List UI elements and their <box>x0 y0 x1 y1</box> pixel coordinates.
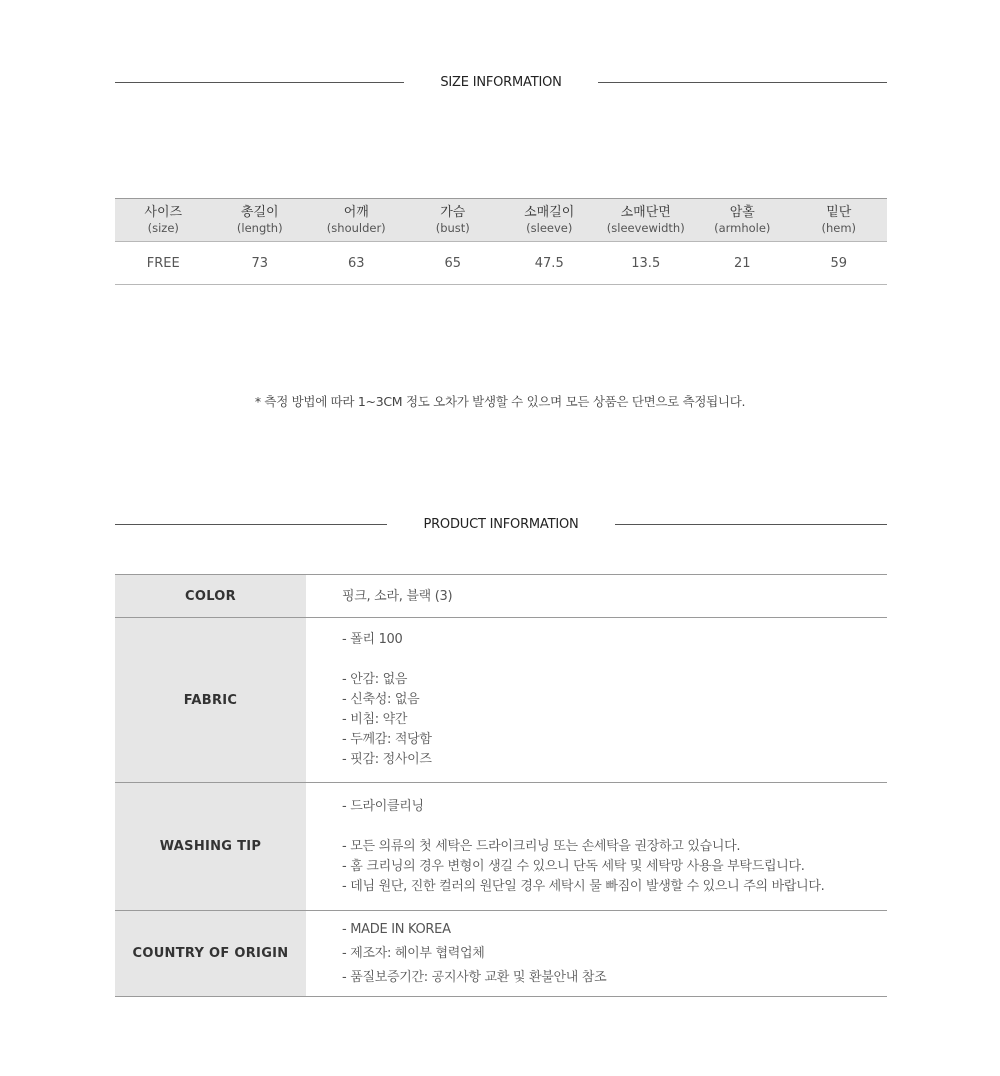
list-item: - 신축성: 없음 <box>342 692 420 707</box>
column-header-size <box>115 199 212 242</box>
column-label-ko: 암홀 <box>729 204 755 220</box>
armhole-value: 21 <box>694 242 791 285</box>
column-header-bust <box>405 199 502 242</box>
country-of-origin-label: COUNTRY OF ORIGIN <box>115 911 306 997</box>
fabric-material: - 폴리 100 <box>342 632 403 647</box>
list-item: - MADE IN KOREA <box>342 921 451 937</box>
column-label-ko: 사이즈 <box>144 204 183 220</box>
washing-tip-value <box>306 783 887 911</box>
fabric-row <box>115 618 887 783</box>
spacer <box>342 817 887 837</box>
divider-left <box>115 524 387 525</box>
column-label-en: (sleeve) <box>526 220 573 235</box>
column-header-armhole <box>694 199 791 242</box>
table-row <box>115 242 887 285</box>
product-information-header <box>115 514 887 534</box>
size-value: FREE <box>115 242 212 285</box>
column-header-shoulder <box>308 199 405 242</box>
column-header-hem <box>791 199 888 242</box>
column-label-ko: 밑단 <box>826 204 852 220</box>
size-information-header <box>115 72 887 92</box>
column-label-en: (size) <box>147 220 179 235</box>
column-label-ko: 총길이 <box>240 204 279 220</box>
list-item: - 홈 크리닝의 경우 변형이 생길 수 있으니 단독 세탁 및 세탁망 사용을 부탁드립니다. <box>342 858 805 874</box>
product-information-title: PRODUCT INFORMATION <box>423 516 579 532</box>
size-information-title: SIZE INFORMATION <box>440 74 562 90</box>
washing-method: - 드라이클리닝 <box>342 798 424 814</box>
column-label-en: (length) <box>236 220 283 235</box>
spacer <box>342 650 887 670</box>
list-item: - 모든 의류의 첫 세탁은 드라이크리닝 또는 손세탁을 권장하고 있습니다. <box>342 838 741 854</box>
hem-value: 59 <box>791 242 888 285</box>
column-header-sleevewidth <box>598 199 695 242</box>
column-label-en: (armhole) <box>714 220 771 235</box>
list-item: - 두께감: 적당함 <box>342 732 432 747</box>
shoulder-value: 63 <box>308 242 405 285</box>
measurement-note: * 측정 방법에 따라 1~3CM 정도 오차가 발생할 수 있으며 모든 상품은 단면으로 측정됩니다. <box>254 394 746 409</box>
list-item: - 안감: 없음 <box>342 672 408 687</box>
country-of-origin-value <box>306 911 887 997</box>
bust-value: 65 <box>405 242 502 285</box>
sleevewidth-value: 13.5 <box>598 242 695 285</box>
column-header-length <box>212 199 309 242</box>
color-row <box>115 575 887 618</box>
list-item: - 비침: 약간 <box>342 712 408 727</box>
list-item: - 핏감: 정사이즈 <box>342 752 432 767</box>
washing-tip-label: WASHING TIP <box>115 783 306 911</box>
column-label-ko: 어깨 <box>343 204 369 220</box>
product-table <box>115 574 887 997</box>
length-value: 73 <box>212 242 309 285</box>
column-label-en: (bust) <box>435 220 470 235</box>
fabric-label: FABRIC <box>115 618 306 783</box>
column-label-en: (hem) <box>821 220 857 235</box>
column-header-sleeve <box>501 199 598 242</box>
divider-right <box>598 82 887 83</box>
color-text: 핑크, 소라, 블랙 (3) <box>342 588 453 604</box>
color-label: COLOR <box>115 575 306 618</box>
list-item: - 데님 원단, 진한 컬러의 원단일 경우 세탁시 물 빠짐이 발생할 수 있으니 주의 바랍니다. <box>342 878 825 894</box>
list-item: - 품질보증기간: 공지사항 교환 및 환불안내 참조 <box>342 969 607 985</box>
country-of-origin-row <box>115 911 887 997</box>
column-label-en: (sleevewidth) <box>606 220 685 235</box>
color-value <box>306 575 887 618</box>
size-table-header-row <box>115 199 887 242</box>
washing-tip-row <box>115 783 887 911</box>
divider-right <box>615 524 887 525</box>
column-label-ko: 소매길이 <box>524 204 575 220</box>
divider-left <box>115 82 404 83</box>
list-item: - 제조자: 헤이부 협력업체 <box>342 945 485 961</box>
column-label-en: (shoulder) <box>326 220 386 235</box>
column-label-ko: 소매단면 <box>620 204 671 220</box>
sleeve-value: 47.5 <box>501 242 598 285</box>
size-table <box>115 198 887 285</box>
fabric-value <box>306 618 887 783</box>
column-label-ko: 가슴 <box>440 204 466 220</box>
